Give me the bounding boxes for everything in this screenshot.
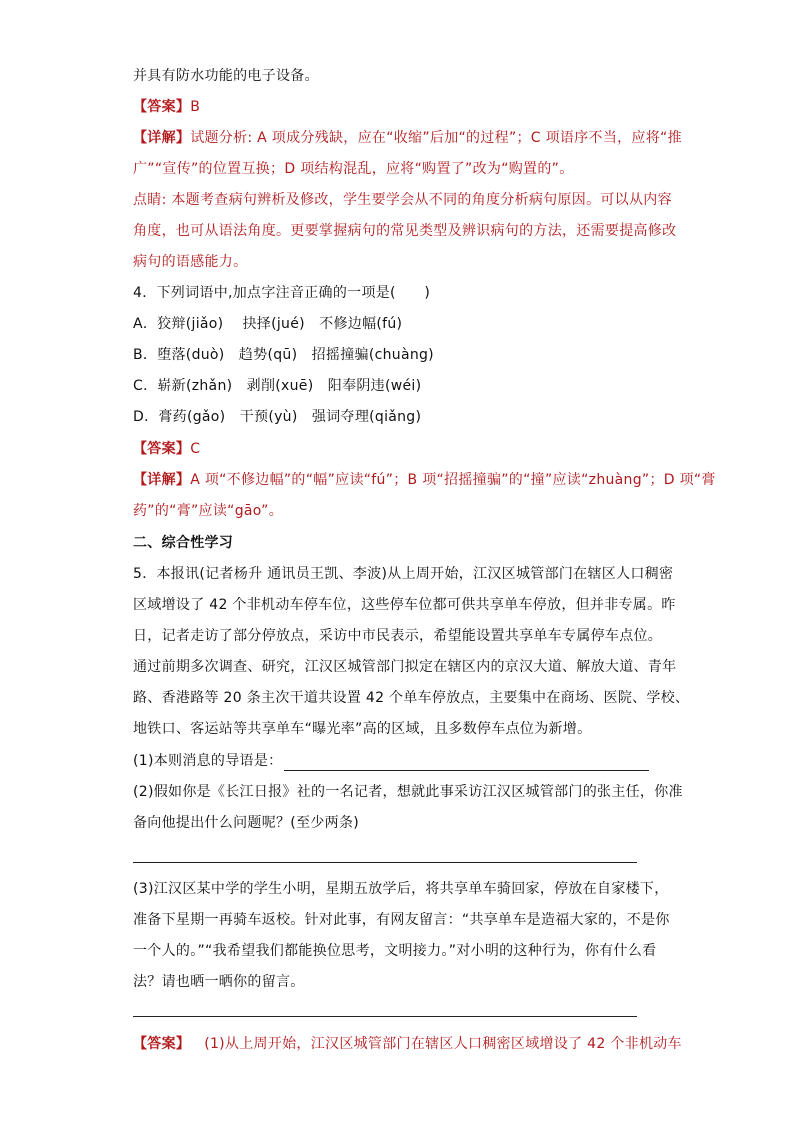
option-a: A．狡辩(jiǎo) 抉择(jué) 不修边幅(fú) (133, 316, 403, 332)
explanation-label: 【详解】 (133, 130, 191, 146)
answer-blank-line[interactable] (133, 1016, 637, 1017)
answer-text: (1)从上周开始，江汉区城管部门在辖区人口稠密区域增设了 42 个非机动车 (204, 1036, 682, 1052)
sub-question-3: 准备下星期一再骑车返校。针对此事，有网友留言：“共享单车是造福大家的，不是你 (133, 912, 670, 928)
question-5-text: 5．本报讯(记者杨升 通讯员王凯、李波)从上周开始，江汉区城管部门在辖区人口稠密 (133, 566, 674, 582)
sub-question-3: 法？请也晒一晒你的留言。 (133, 974, 305, 990)
answer-label: 【答案】 (133, 99, 191, 115)
answer-line (133, 97, 200, 117)
explanation-text: 试题分析: A 项成分残缺，应在“收缩”后加“的过程”；C 项语序不当，应将“推 (190, 130, 682, 146)
sub-question-2: 备向他提出什么问题呢？(至少两条) (133, 815, 360, 831)
explanation-text: 药”的“膏”应读“gāo”。 (133, 503, 283, 519)
text-line: 并具有防水功能的电子设备。 (133, 68, 319, 84)
question-5-text: 日，记者走访了部分停放点，采访中市民表示，希望能设置共享单车专属停车点位。 (133, 628, 663, 644)
question-4-stem: 4．下列词语中,加点字注音正确的一项是( ) (133, 285, 431, 301)
sub-question-3: (3)江汉区某中学的学生小明，星期五放学后，将共享单车骑回家，停放在自家楼下， (133, 881, 669, 897)
tip-line: 角度，也可从语法角度。更要掌握病句的常见类型及辨识病句的方法，还需要提高修改 (133, 223, 677, 239)
tip-line: 病句的语感能力。 (133, 254, 248, 270)
answer-label: 【答案】 (133, 1036, 191, 1052)
answer-blank-line[interactable] (133, 862, 637, 863)
sub-question-3: 一个人的。”“我希望我们都能换位思考，文明接力。”对小明的这种行为，你有什么看 (133, 943, 657, 959)
explanation-text: 广”“宣传”的位置互换；D 项结构混乱，应将“购置了”改为“购置的”。 (133, 161, 574, 177)
option-d: D．膏药(gǎo) 干预(yù) 强词夺理(qiǎng) (133, 409, 422, 425)
section-heading: 二、综合性学习 (133, 535, 234, 551)
answer-value: B (190, 99, 201, 115)
explanation-line (133, 470, 716, 490)
option-b: B．堕落(duò) 趋势(qū) 招摇撞骗(chuàng) (133, 347, 434, 363)
answer-line (133, 439, 200, 459)
explanation-label: 【详解】 (133, 472, 191, 488)
answer-line (133, 1034, 682, 1054)
answer-value: C (190, 441, 201, 457)
tip-line: 点睛: 本题考查病句辨析及修改，学生要学会从不同的角度分析病句原因。可以从内容 (133, 192, 672, 208)
explanation-text: A 项“不修边幅”的“幅”应读“fú”；B 项“招摇撞骗”的“撞”应读“zhuàng”；D 项“膏 (190, 472, 716, 488)
question-5-text: 通过前期多次调查、研究，江汉区城管部门拟定在辖区内的京汉大道、解放大道、青年 (133, 659, 677, 675)
sub-question-1 (133, 751, 649, 771)
sub-question-1-text: (1)本则消息的导语是： (133, 753, 283, 769)
answer-label: 【答案】 (133, 441, 191, 457)
option-c: C．崭新(zhǎn) 剥削(xuē) 阳奉阴违(wéi) (133, 378, 422, 394)
answer-blank[interactable] (284, 756, 649, 771)
question-5-text: 路、香港路等 20 条主次干道共设置 42 个单车停放点，主要集中在商场、医院、学校、 (133, 690, 690, 706)
question-5-text: 区域增设了 42 个非机动车停车位，这些停车位都可供共享单车停放，但并非专属。昨 (133, 597, 676, 613)
question-5-text: 地铁口、客运站等共享单车“曝光率”高的区域，且多数停车点位为新增。 (133, 721, 592, 737)
sub-question-2: (2)假如你是《长江日报》社的一名记者，想就此事采访江汉区城管部门的张主任，你准 (133, 784, 683, 800)
explanation-line (133, 128, 682, 148)
